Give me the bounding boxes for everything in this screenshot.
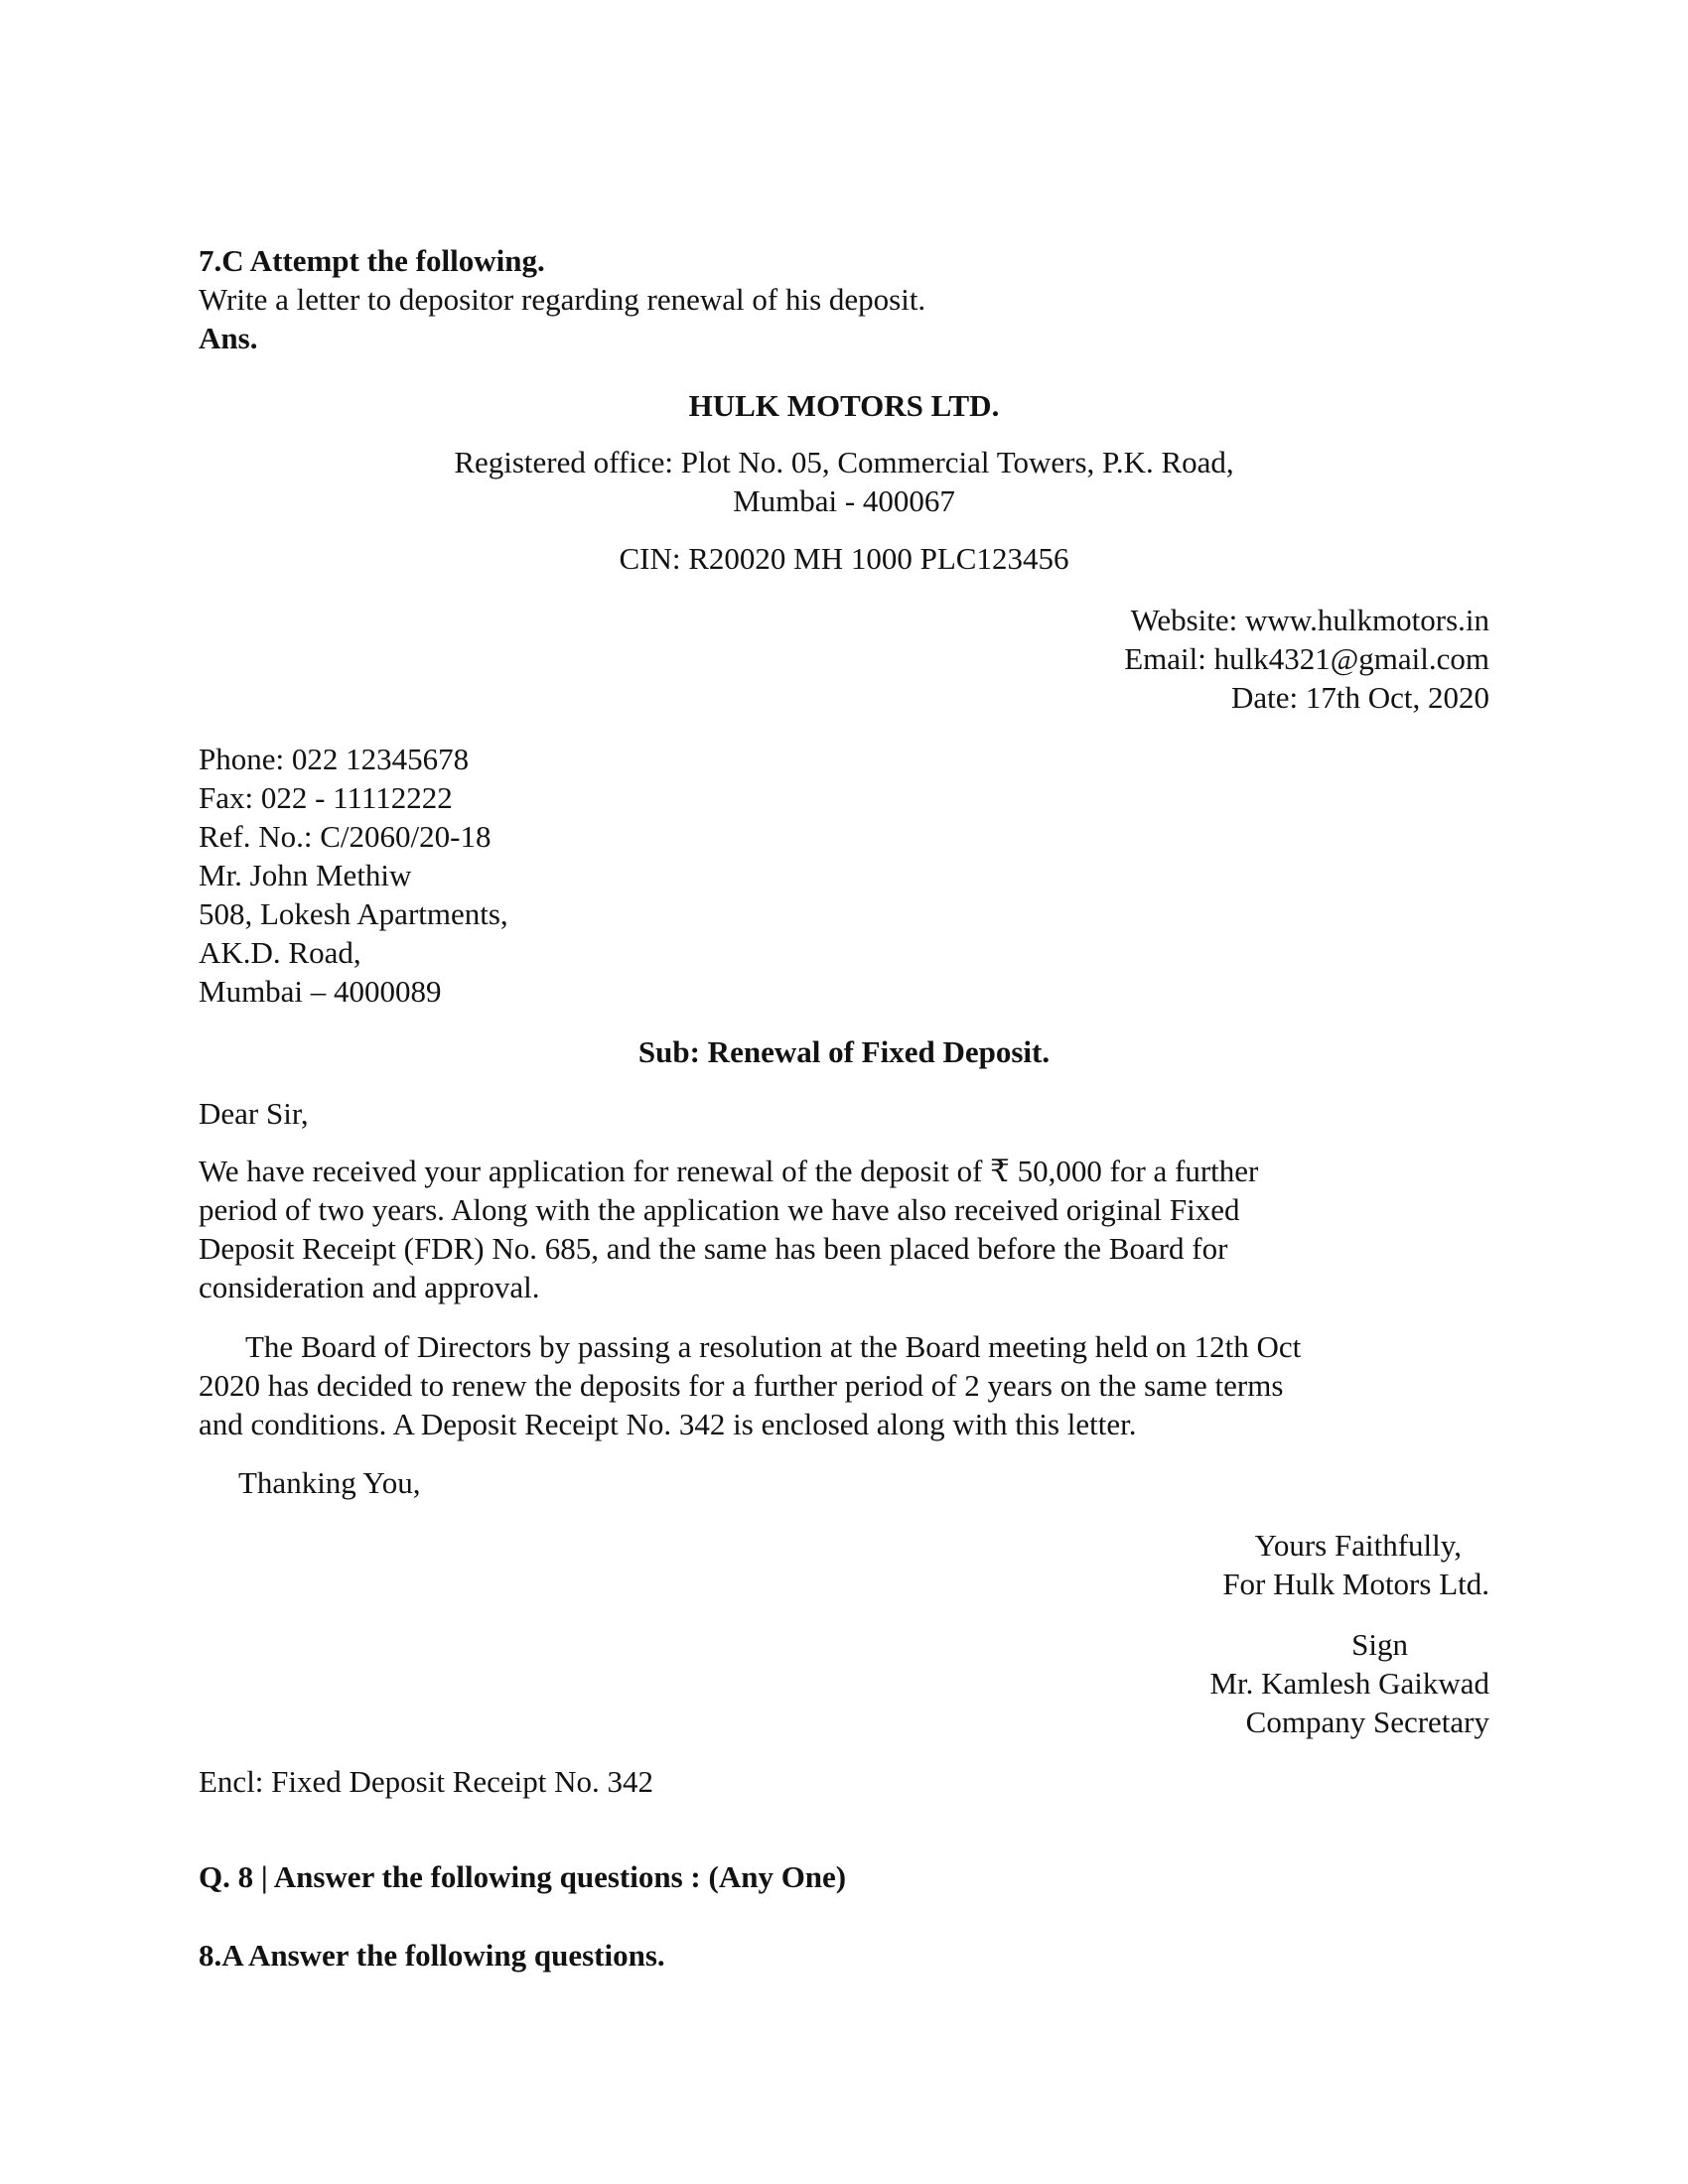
fax-line: Fax: 022 - 11112222 (199, 780, 453, 815)
paragraph-line: The Board of Directors by passing a resolution at the Board meeting held on 12th Oct (245, 1329, 1302, 1364)
recipient-address-line3: Mumbai – 4000089 (199, 974, 442, 1009)
contact-block (199, 601, 1489, 717)
paragraph-line: We have received your application for renewal of the deposit of ₹ 50,000 for a further (199, 1154, 1259, 1188)
paragraph-line: 2020 has decided to renew the deposits for a further period of 2 years on the same terms (199, 1368, 1284, 1403)
ref-no-line: Ref. No.: C/2060/20-18 (199, 819, 492, 854)
sign-label: Sign (1351, 1627, 1408, 1662)
recipient-address-line2: AK.D. Road, (199, 935, 361, 970)
registered-office (199, 443, 1489, 520)
recipient-address-line1: 508, Lokesh Apartments, (199, 896, 508, 931)
salutation: Dear Sir, (199, 1096, 309, 1131)
paragraph-line: period of two years. Along with the application we have also received original Fixed (199, 1192, 1240, 1227)
recipient-name: Mr. John Methiw (199, 858, 412, 892)
signatory-name: Mr. Kamlesh Gaikwad (1209, 1666, 1489, 1701)
recipient-block (199, 740, 1489, 1011)
paragraph-line: consideration and approval. (199, 1270, 540, 1304)
subject-line: Sub: Renewal of Fixed Deposit. (637, 1034, 1051, 1069)
q8-heading: Q. 8 | Answer the following questions : (Any One) (199, 1859, 847, 1894)
company-name: HULK MOTORS LTD. (688, 388, 1000, 423)
question-task: Write a letter to depositor regarding renewal of his deposit. (199, 282, 926, 317)
q8a-heading: 8.A Answer the following questions. (199, 1938, 665, 1973)
phone-line: Phone: 022 12345678 (199, 742, 470, 776)
cin-line: CIN: R20020 MH 1000 PLC123456 (619, 541, 1069, 576)
signature-block (199, 1625, 1489, 1741)
email-line: Email: hulk4321@gmail.com (1124, 641, 1489, 676)
registered-office-line1: Registered office: Plot No. 05, Commercial Towers, P.K. Road, (454, 445, 1234, 479)
date-line: Date: 17th Oct, 2020 (1230, 680, 1489, 715)
thanking-line: Thanking You, (238, 1465, 421, 1500)
enclosure-line: Encl: Fixed Deposit Receipt No. 342 (199, 1764, 654, 1799)
closing-line2: For Hulk Motors Ltd. (1222, 1567, 1489, 1601)
body-paragraph-2 (199, 1327, 1489, 1443)
closing-line1: Yours Faithfully, (1254, 1528, 1462, 1563)
answer-label: Ans. (199, 321, 258, 355)
question-heading: 7.C Attempt the following. (199, 243, 545, 278)
paragraph-line: Deposit Receipt (FDR) No. 685, and the same has been placed before the Board for (199, 1231, 1228, 1266)
website-line: Website: www.hulkmotors.in (1130, 603, 1489, 637)
document-content (199, 241, 1489, 1975)
closing-block (199, 1526, 1489, 1603)
body-paragraph-1 (199, 1152, 1489, 1306)
registered-office-line2: Mumbai - 400067 (733, 483, 955, 518)
signatory-title: Company Secretary (1245, 1705, 1489, 1739)
paragraph-line: and conditions. A Deposit Receipt No. 342 is enclosed along with this letter. (199, 1407, 1137, 1441)
